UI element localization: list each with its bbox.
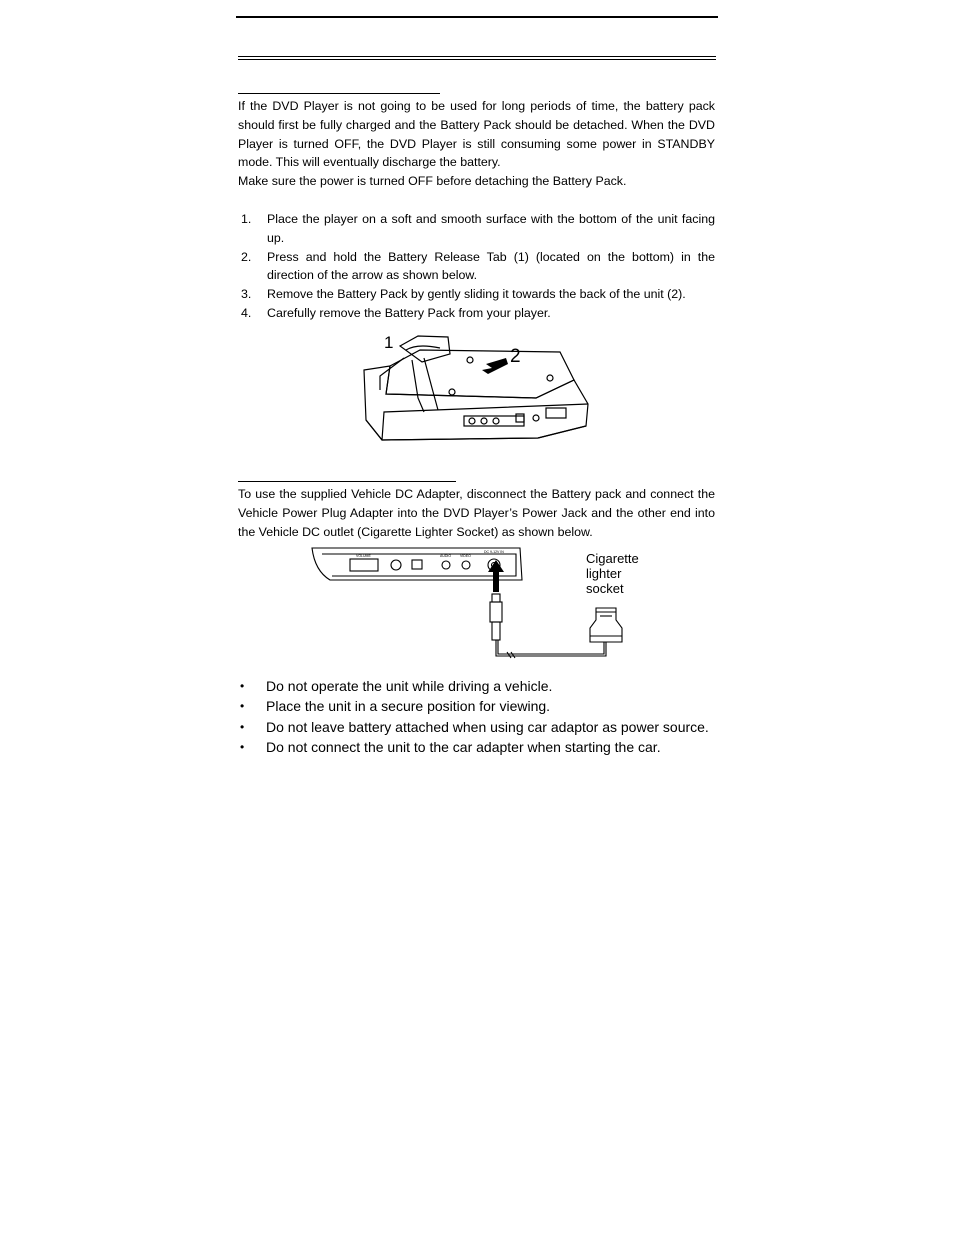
bullet-icon: •	[240, 719, 245, 734]
warning-text: Do not connect the unit to the car adapter when starting the car.	[266, 739, 661, 756]
step-text: Remove the Battery Pack by gently sliding it towards the back of the unit (2).	[267, 287, 686, 302]
figure-label-slide: 2	[510, 346, 521, 367]
list-item	[238, 285, 715, 304]
warning-text: Place the unit in a secure position for viewing.	[266, 698, 551, 715]
slide-direction-arrow	[482, 358, 508, 374]
step-text: Carefully remove the Battery Pack from your player.	[267, 305, 551, 320]
header-double-rule-top	[238, 56, 716, 57]
bullet-icon: •	[240, 679, 245, 693]
socket-label-line2: lighter	[586, 566, 622, 581]
warning-text: Do not operate the unit while driving a vehicle.	[266, 678, 553, 694]
panel-label-volume: VOLUME	[356, 554, 371, 558]
step-number: 2.	[241, 249, 252, 264]
list-item	[238, 676, 718, 696]
vehicle-paragraph: To use the supplied Vehicle DC Adapter, disconnect the Battery pack and connect the Vehicle Power Plug Adapter into the DVD Player’s Power Jack and the other end into the Vehicle DC outlet (Cigarette Lighter Socket) as shown below.	[238, 487, 715, 539]
step-number: 3.	[241, 287, 252, 302]
warning-text: Do not leave battery attached when using car adaptor as power source.	[266, 718, 709, 735]
step-number: 1.	[241, 212, 252, 226]
socket-label-line3: socket	[586, 581, 624, 596]
header-top-rule	[236, 16, 718, 18]
panel-label-audio: AUDIO	[440, 554, 452, 558]
list-item	[238, 210, 715, 248]
bullet-icon: •	[240, 740, 245, 755]
list-item	[238, 717, 718, 737]
list-item	[238, 248, 715, 286]
panel-label-video: VIDEO	[460, 554, 471, 558]
figure-label-tab: 1	[384, 333, 394, 352]
socket-label-line1: Cigarette	[586, 551, 639, 566]
battery-off-note: Make sure the power is turned OFF before detaching the Battery Pack.	[238, 174, 627, 188]
step-number: 4.	[241, 305, 252, 320]
header-double-rule-bottom	[238, 59, 716, 60]
vehicle-adapter-figure	[310, 544, 660, 662]
bullet-icon: •	[240, 699, 245, 714]
vehicle-heading-rule	[238, 481, 456, 482]
list-item	[238, 737, 718, 757]
safety-warnings	[238, 676, 718, 758]
list-item	[238, 304, 715, 323]
list-item	[238, 696, 718, 716]
battery-heading-rule	[238, 93, 440, 94]
panel-label-dc-jack: DC 9-12V IN	[484, 550, 504, 554]
battery-paragraph: If the DVD Player is not going to be used for long periods of time, the battery pack should first be fully charged and the Battery Pack should be detached. When the DVD Player is turned OFF, the DVD Player is still consuming some power in STANDBY mode. This will eventually discharge the battery.	[238, 99, 715, 170]
step-text: Press and hold the Battery Release Tab (1) (located on the bottom) in the direction of the arrow as shown below.	[267, 249, 715, 283]
battery-removal-steps	[238, 210, 715, 323]
battery-removal-figure	[360, 328, 596, 446]
step-text: Place the player on a soft and smooth surface with the bottom of the unit facing up.	[267, 212, 715, 245]
